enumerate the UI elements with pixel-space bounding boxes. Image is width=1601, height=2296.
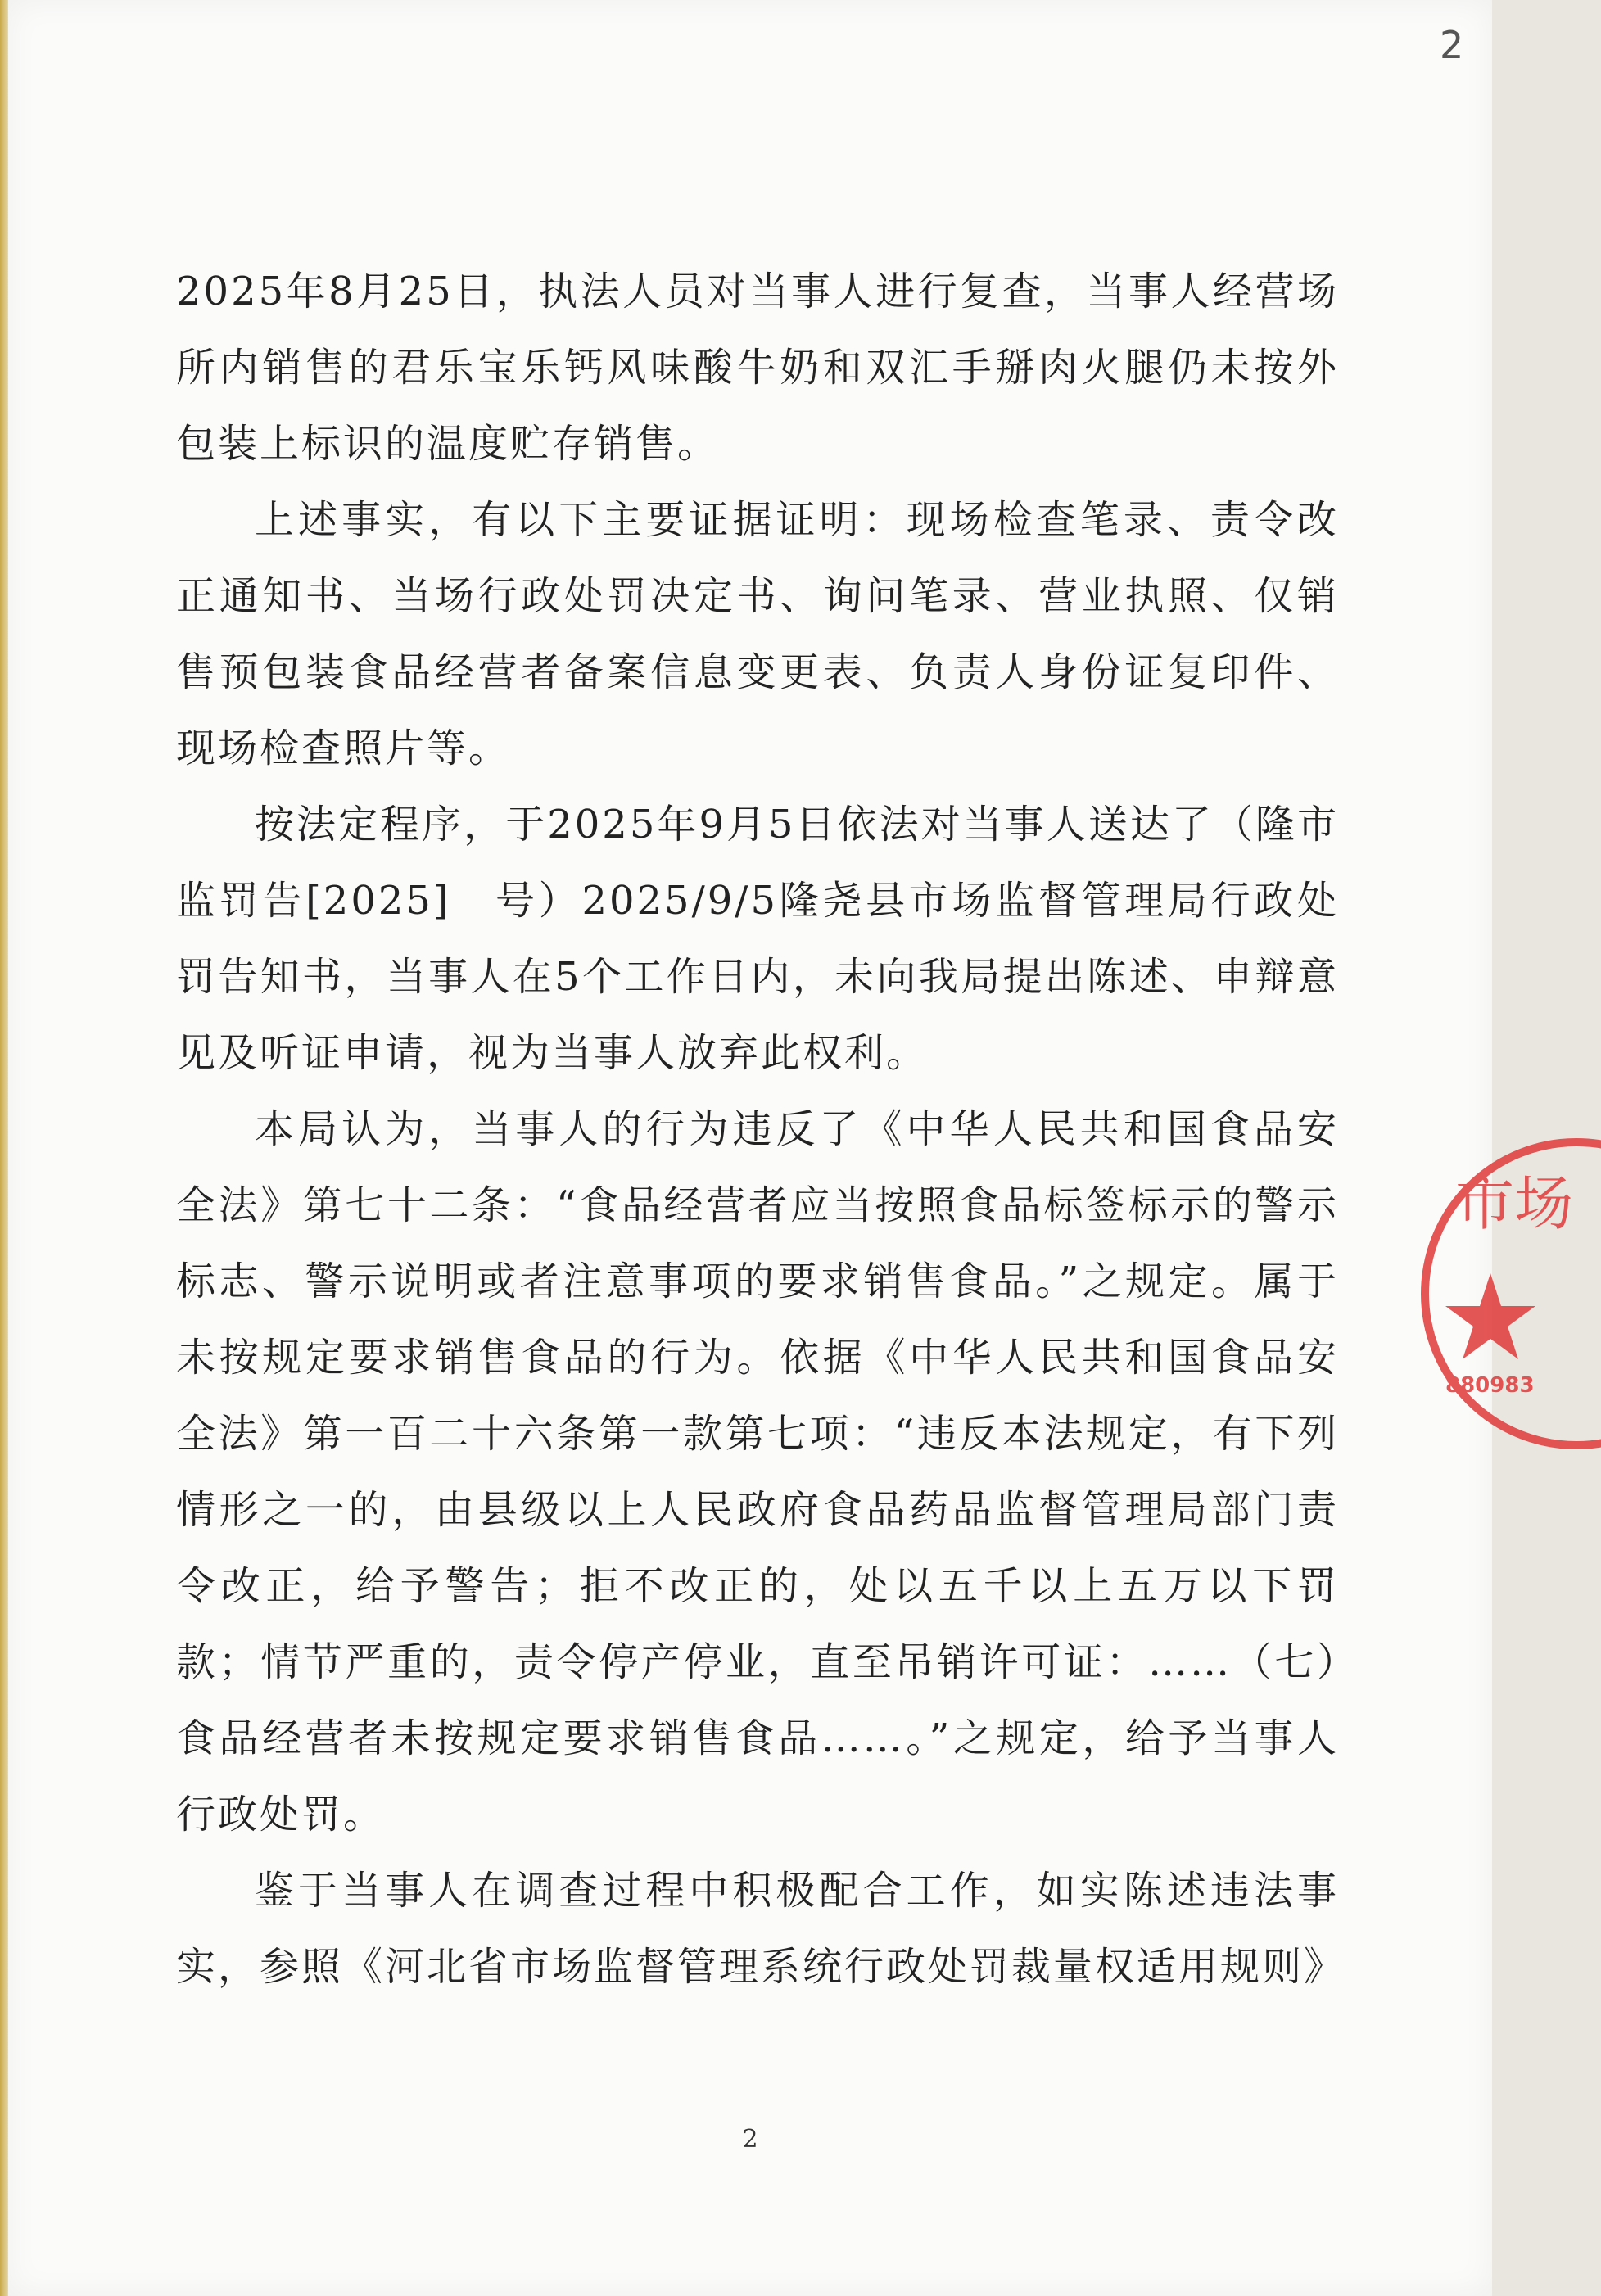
page-edge	[0, 0, 8, 2296]
page-number: 2	[742, 2125, 758, 2154]
official-seal-stamp	[1413, 1122, 1601, 1466]
paragraph-mitigation: 鉴于当事人在调查过程中积极配合工作，如实陈述违法事实，参照《河北省市场监督管理系统行政处罚裁量权适用规则》	[176, 1868, 1346, 1990]
paragraph-legal-basis: 本局认为，当事人的行为违反了《中华人民共和国食品安全法》第七十二条：“食品经营者应当按照食品标签标示的警示标志、警示说明或者注意事项的要求销售食品。”之规定。属于未按规定要求销售食品的行为。依据《中华人民共和国食品安全法》第一百二十六条第一款第七项：“违反本法规定，有下列情形之一的，由县级以上人民政府食品药品监督管理局部门责令改正，给予警告；拒不改正的，处以五千以上五万以下罚款；情节严重的，责令停产停业，直至吊销许可证：……（七）食品经营者未按规定要求销售食品……。”之规定，给予当事人行政处罚。	[176, 1106, 1339, 1837]
document-page	[8, 0, 1574, 2296]
corner-page-mark: 2	[1440, 23, 1464, 67]
paragraph-procedure: 按法定程序，于2025年9月5日依法对当事人送达了（隆市监罚告[2025] 号）2025/9/5隆尧县市场监督管理局行政处罚告知书，当事人在5个工作日内，未向我局提出陈述、申辩意见及听证申请，视为当事人放弃此权利。	[176, 802, 1339, 1076]
paragraph-evidence: 上述事实，有以下主要证据证明：现场检查笔录、责令改正通知书、当场行政处罚决定书、询问笔录、营业执照、仅销售预包装食品经营者备案信息变更表、负责人身份证复印件、现场检查照片等。	[176, 497, 1339, 771]
document-body	[176, 254, 1346, 2005]
seal-text: 市场	[1455, 1169, 1574, 1238]
seal-digits: 880983	[1445, 1373, 1535, 1398]
paragraph-review: 2025年8月25日，执法人员对当事人进行复查，当事人经营场所内销售的君乐宝乐钙风味酸牛奶和双汇手掰肉火腿仍未按外包装上标识的温度贮存销售。	[176, 269, 1339, 467]
